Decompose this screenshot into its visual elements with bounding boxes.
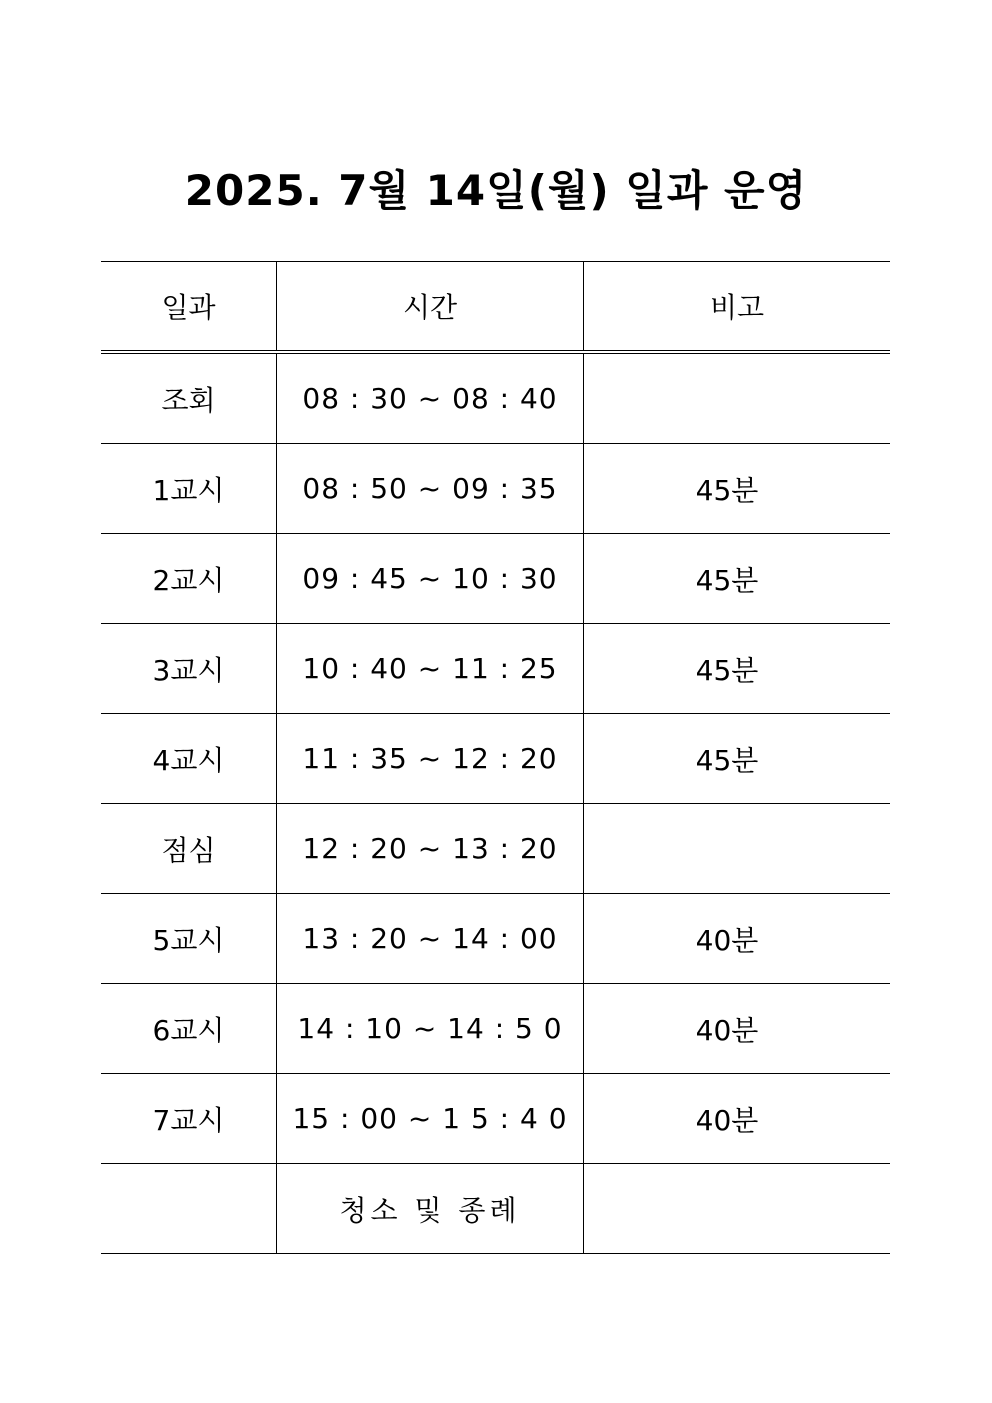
time-cell: 15 : 00 ~ 1 5 : 4 0 [277, 1074, 584, 1164]
table-row [101, 352, 890, 444]
period-cell: 2교시 [101, 534, 277, 624]
page-title: 2025. 7월 14일(월) 일과 운영 [184, 166, 808, 215]
note-text: 45분 [695, 473, 759, 507]
table-row [101, 1074, 890, 1164]
note-text: 40분 [695, 1013, 759, 1047]
note-cell [584, 894, 891, 984]
note-cell [584, 984, 891, 1074]
period-cell: 7교시 [101, 1074, 277, 1164]
period-cell: 3교시 [101, 624, 277, 714]
note-cell [584, 804, 891, 894]
time-cell: 10 : 40 ~ 11 : 25 [277, 624, 584, 714]
period-cell: 5교시 [101, 894, 277, 984]
header-note: 비고 [584, 262, 891, 353]
table-row [101, 984, 890, 1074]
time-cell: 13 : 20 ~ 14 : 00 [277, 894, 584, 984]
period-cell: 6교시 [101, 984, 277, 1074]
note-cell [584, 714, 891, 804]
time-cell: 09 : 45 ~ 10 : 30 [277, 534, 584, 624]
table-row [101, 624, 890, 714]
period-cell: 1교시 [101, 444, 277, 534]
note-cell [584, 1164, 891, 1254]
period-cell: 점심 [101, 804, 277, 894]
note-cell [584, 444, 891, 534]
note-cell [584, 534, 891, 624]
table-row [101, 894, 890, 984]
time-cell: 청소 및 종례 [277, 1164, 584, 1254]
header-period: 일과 [101, 262, 277, 353]
period-cell: 조회 [101, 352, 277, 444]
table-row [101, 1164, 890, 1254]
table-row [101, 444, 890, 534]
note-cell [584, 352, 891, 444]
note-text: 45분 [695, 743, 759, 777]
note-text: 40분 [695, 1103, 759, 1137]
table-row [101, 804, 890, 894]
time-cell: 14 : 10 ~ 14 : 5 0 [277, 984, 584, 1074]
schedule-table [101, 261, 890, 1254]
table-row [101, 714, 890, 804]
period-cell [101, 1164, 277, 1254]
time-cell: 08 : 50 ~ 09 : 35 [277, 444, 584, 534]
note-cell [584, 1074, 891, 1164]
period-cell: 4교시 [101, 714, 277, 804]
note-text: 45분 [695, 653, 759, 687]
table-row [101, 534, 890, 624]
note-text: 45분 [695, 563, 759, 597]
time-cell: 12 : 20 ~ 13 : 20 [277, 804, 584, 894]
header-time: 시간 [277, 262, 584, 353]
time-cell: 11 : 35 ~ 12 : 20 [277, 714, 584, 804]
header-row [101, 262, 890, 353]
note-cell [584, 624, 891, 714]
note-text: 40분 [695, 923, 759, 957]
time-cell: 08 : 30 ~ 08 : 40 [277, 352, 584, 444]
